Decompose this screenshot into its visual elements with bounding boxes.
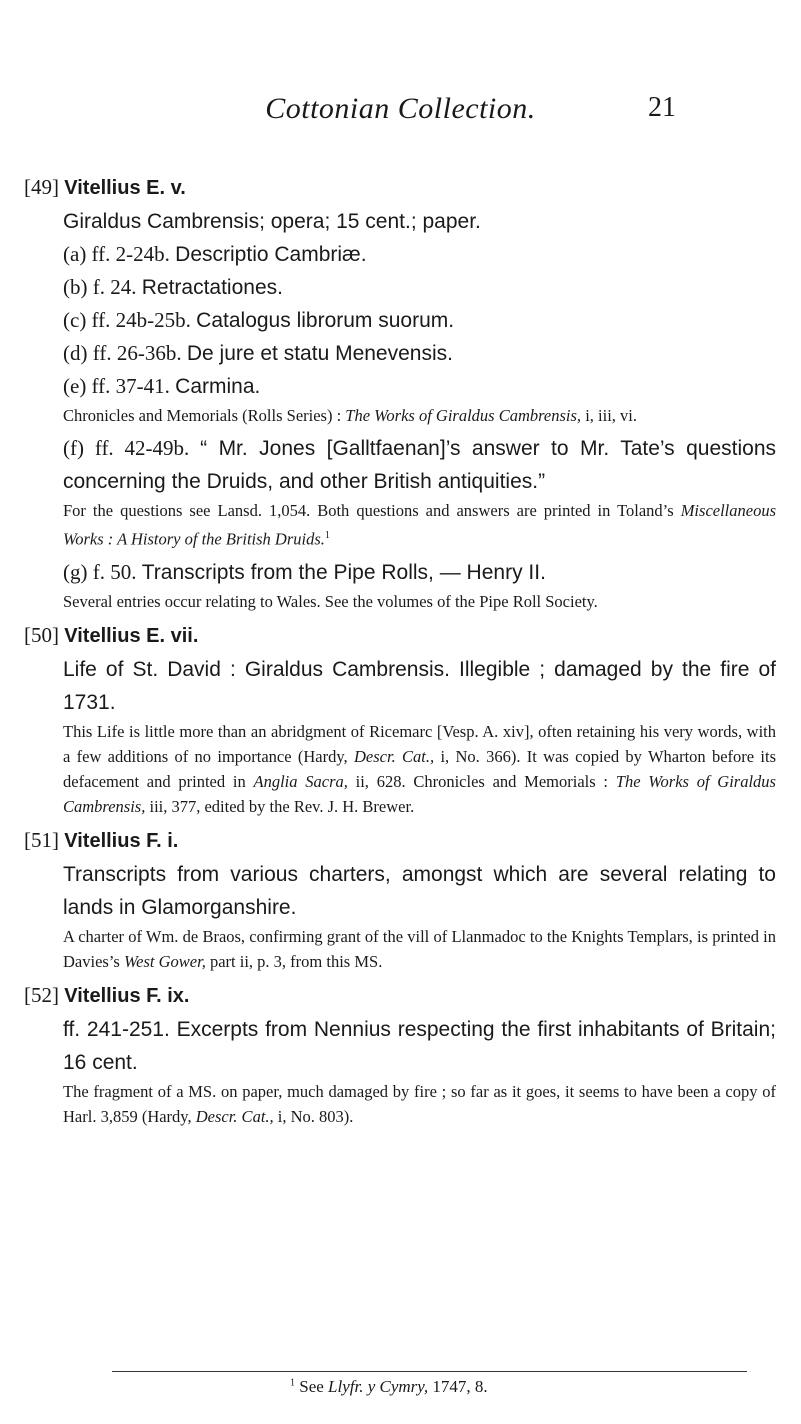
footnote xyxy=(290,1377,488,1397)
entry-heading xyxy=(24,618,776,653)
note-text: This Life is little more than an abridgment of Ricemarc [Vesp. A. xiv], often retaining his very words, with a few additions of no importance (Hardy, xyxy=(63,721,776,766)
item-text: Carmina. xyxy=(175,375,261,398)
note xyxy=(63,403,776,428)
item-d xyxy=(63,337,776,370)
shelfmark: Vitellius F. ix. xyxy=(64,984,190,1007)
entry-52 xyxy=(24,978,776,1129)
note xyxy=(63,924,776,974)
entry-number: [49] xyxy=(24,175,59,199)
note-title: Anglia Sacra, xyxy=(253,771,348,791)
shelfmark: Vitellius F. i. xyxy=(64,829,179,852)
note-title: Descr. Cat., xyxy=(354,746,435,766)
footnote-text: See xyxy=(299,1377,324,1396)
item-text: Descriptio Cambriæ. xyxy=(175,243,367,266)
entry-description: Life of St. David : Giraldus Cambrensis. Illegible ; damaged by the fire of 1731. xyxy=(63,657,776,714)
entry-49 xyxy=(24,170,776,614)
note-text: Chronicles and Memorials : xyxy=(413,771,609,791)
item-text: Retractationes. xyxy=(141,276,283,299)
item-label: (e) ff. 37-41. xyxy=(63,374,170,398)
note-text: A charter of Wm. de Braos, confirming grant of the vill of Llanmadoc to the Knights Templars, is printed in Davies’s xyxy=(63,926,776,971)
footnote-title: Llyfr. y Cymry, xyxy=(328,1377,429,1396)
content xyxy=(24,170,776,1129)
item-label: (a) ff. 2-24b. xyxy=(63,242,170,266)
entry-number: [52] xyxy=(24,982,59,1007)
item-a xyxy=(63,238,776,271)
entry-heading xyxy=(24,823,776,858)
note: Several entries occur relating to Wales. See the volumes of the Pipe Roll Society. xyxy=(63,591,598,611)
note-text: ii, 628. xyxy=(355,771,406,791)
footnote-marker: 1 xyxy=(290,1377,295,1389)
shelfmark: Vitellius E. vii. xyxy=(64,624,199,647)
footnote-marker: 1 xyxy=(324,530,330,541)
item-text: De jure et statu Menevensis. xyxy=(186,342,453,365)
note-title: The Works of Giraldus Cambrensis, xyxy=(63,771,776,816)
entry-heading xyxy=(24,978,776,1013)
note-text: For the questions see Lansd. 1,054. Both questions and answers are printed in Toland’s xyxy=(63,501,674,520)
item-text: Transcripts from the Pipe Rolls, — Henry II. xyxy=(141,560,546,584)
entry-number: [51] xyxy=(24,827,59,852)
item-b xyxy=(63,271,776,304)
item-label: (b) f. 24. xyxy=(63,275,137,299)
item-c xyxy=(63,304,776,337)
entry-description: Giraldus Cambrensis; opera; 15 cent.; paper. xyxy=(63,210,481,233)
note-title: Miscellaneous Works : A History of the British Druids. xyxy=(63,501,776,549)
note-text: part ii, p. 3, from this MS. xyxy=(209,951,383,971)
note-text: i, No. 803). xyxy=(277,1106,354,1126)
footnote-rule xyxy=(112,1371,747,1372)
note-text: The fragment of a MS. on paper, much damaged by fire ; so far as it goes, it seems to have been a copy of Harl. 3,859 (Hardy, xyxy=(63,1081,776,1126)
item-g xyxy=(63,556,776,589)
running-title: Cottonian Collection. xyxy=(265,92,536,125)
note-text: i, No. 366). It was copied by Wharton before its defacement and printed in xyxy=(63,746,777,791)
entry-description: Transcripts from various charters, amongst which are several relating to lands in Glamorganshire. xyxy=(63,862,776,919)
item-e xyxy=(63,370,776,403)
entry-heading xyxy=(24,170,776,205)
item-text: “ Mr. Jones [Galltfaenan]’s answer to Mr. Tate’s questions concerning the Druids, and other British antiquities.” xyxy=(63,437,777,493)
item-text: Catalogus librorum suorum. xyxy=(196,309,455,332)
entry-description: ff. 241-251. Excerpts from Nennius respecting the first inhabitants of Britain; 16 cent. xyxy=(63,1017,776,1074)
entry-50 xyxy=(24,618,776,819)
item-f xyxy=(63,432,776,498)
note-title: Descr. Cat., xyxy=(195,1106,274,1126)
note-text: iii, 377, edited by the Rev. J. H. Brewer. xyxy=(149,796,415,816)
note-title: The Works of Giraldus Cambrensis, xyxy=(345,406,582,425)
item-label: (f) ff. 42-49b. xyxy=(63,436,190,460)
note-text: Chronicles and Memorials (Rolls Series) : xyxy=(63,406,342,425)
item-label: (g) f. 50. xyxy=(63,559,137,584)
note xyxy=(63,498,776,552)
page-number: 21 xyxy=(648,92,676,123)
entry-number: [50] xyxy=(24,622,59,647)
note-title: West Gower, xyxy=(123,951,206,971)
footnote-text: 1747, 8. xyxy=(432,1377,488,1396)
note-text: i, iii, vi. xyxy=(585,406,637,425)
item-label: (d) ff. 26-36b. xyxy=(63,341,182,365)
note xyxy=(63,719,776,819)
shelfmark: Vitellius E. v. xyxy=(64,177,186,199)
item-label: (c) ff. 24b-25b. xyxy=(63,308,191,332)
entry-51 xyxy=(24,823,776,974)
note xyxy=(63,1079,776,1129)
